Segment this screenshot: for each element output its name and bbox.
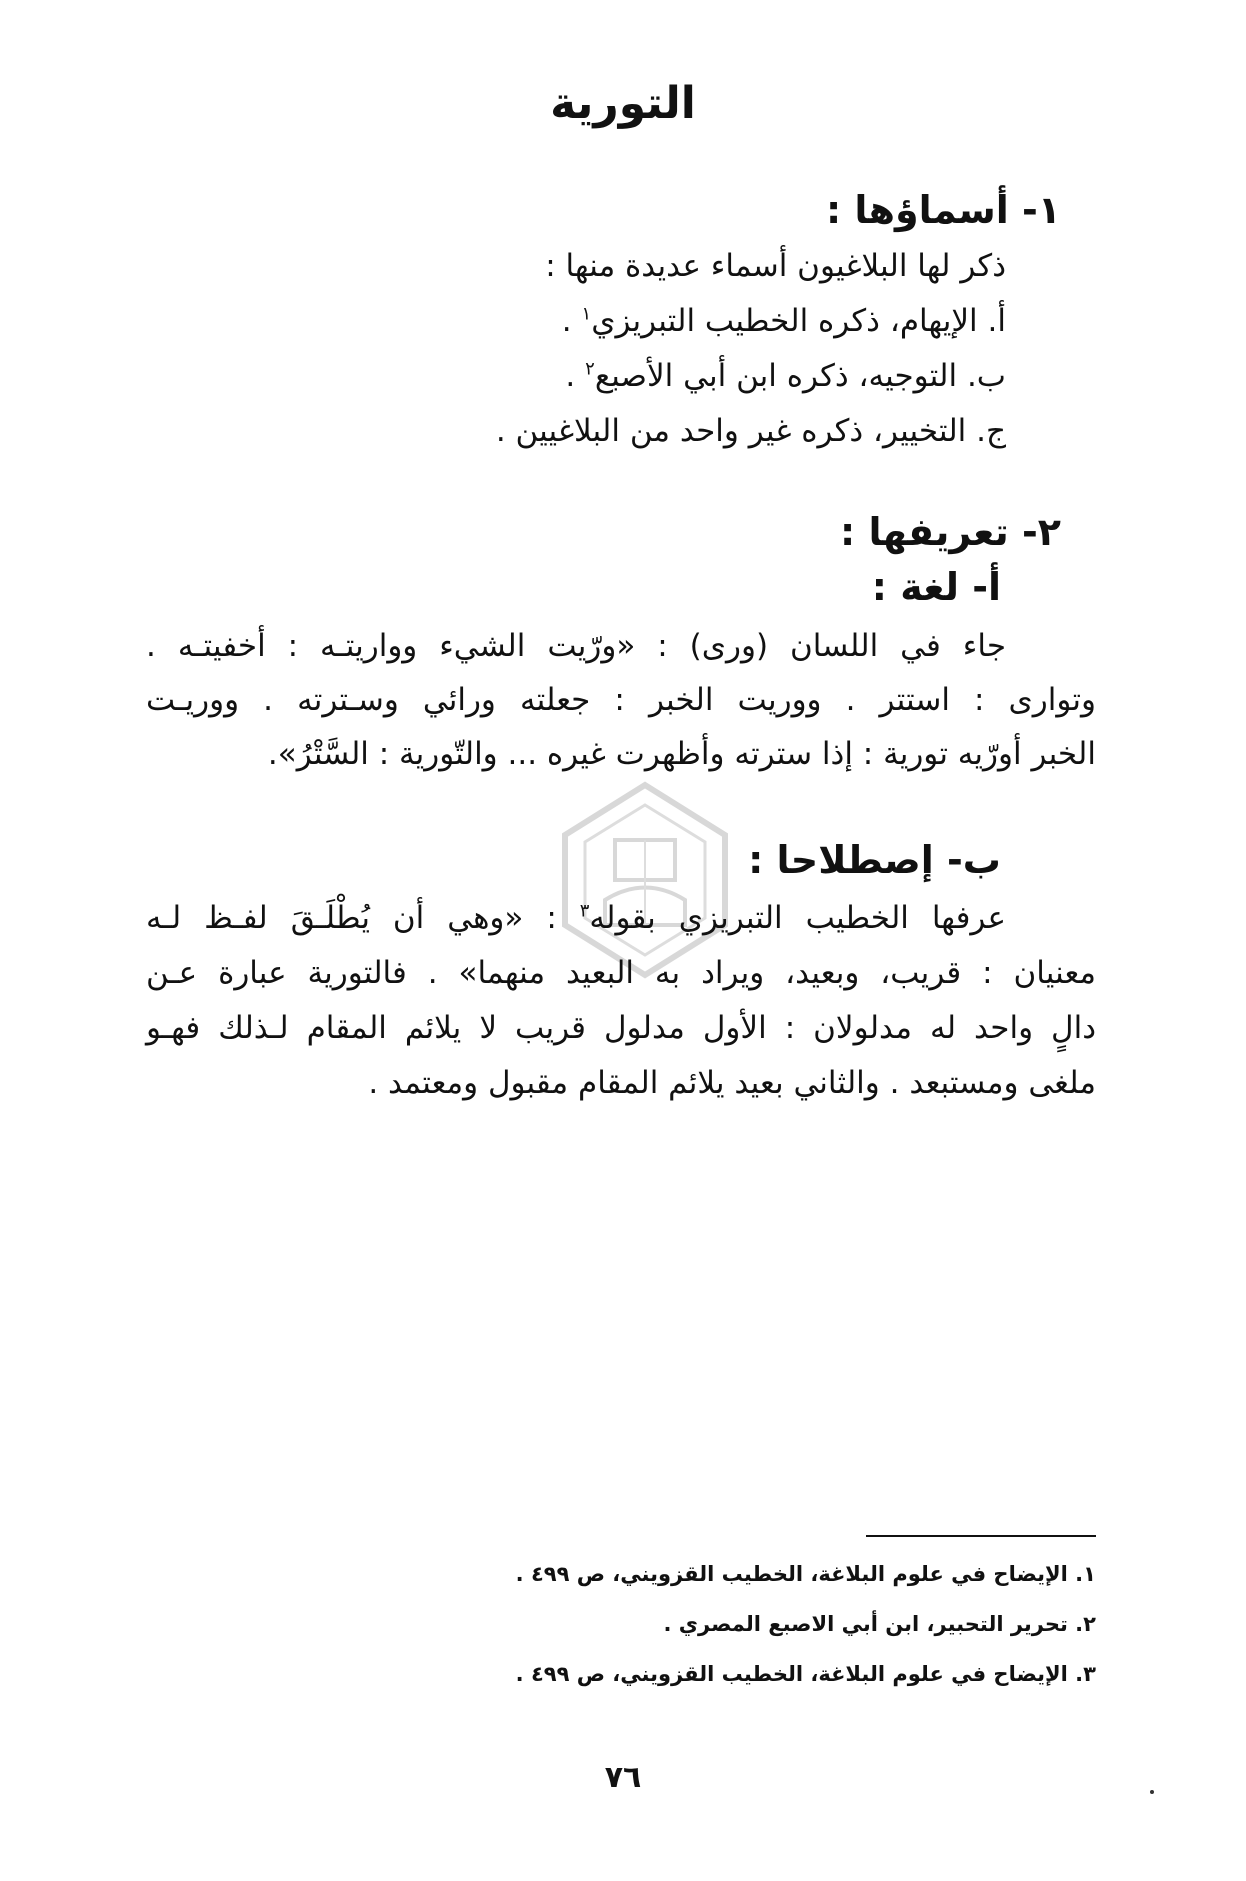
footnote-ref: ٢ bbox=[585, 358, 595, 380]
subheading-istilah: ب- إصطلاحا : bbox=[748, 838, 1001, 882]
footnote: ٣. الإيضاح في علوم البلاغة، الخطيب القزويني، ص ٤٩٩ . bbox=[515, 1662, 1096, 1686]
istilah-line: معنيان : قريب، وبعيد، ويراد به البعيد منهما» . فالتورية عبارة عـن bbox=[146, 955, 1096, 991]
lugha-line: وتوارى : استتر . ووريت الخبر : جعلته ورائي وسـترته . ووريـت bbox=[146, 682, 1096, 718]
watermark-logo bbox=[555, 780, 735, 980]
istilah-line bbox=[146, 900, 1006, 936]
list-item-end: . bbox=[561, 303, 582, 339]
scan-speck bbox=[1150, 1790, 1154, 1794]
page-title: التورية bbox=[550, 78, 696, 129]
footnote-ref: ١ bbox=[581, 303, 592, 325]
istilah-line: ملغى ومستبعد . والثاني بعيد يلائم المقام مقبول ومعتمد . bbox=[368, 1065, 1096, 1101]
list-item bbox=[562, 303, 1006, 339]
list-item-text: ج. التخيير، ذكره غير واحد من البلاغيين . bbox=[495, 413, 1006, 449]
list-item bbox=[565, 358, 1006, 394]
section-intro: ذكر لها البلاغيون أسماء عديدة منها : bbox=[545, 248, 1006, 284]
list-item-text: أ. الإيهام، ذكره الخطيب التبريزي bbox=[591, 303, 1006, 339]
list-item-text: ب. التوجيه، ذكره ابن أبي الأصبع bbox=[594, 358, 1006, 394]
footnote-divider bbox=[866, 1535, 1096, 1537]
lugha-line: جاء في اللسان (ورى) : «ورّيت الشيء وواريتـه : أخفيتـه . bbox=[146, 628, 1006, 664]
page-number: ٧٦ bbox=[604, 1760, 642, 1795]
list-item bbox=[496, 413, 1006, 449]
istilah-line-start: عرفها الخطيب التبريزي بقوله bbox=[589, 900, 1006, 936]
istilah-line-quote: : «وهي أن يُطْلَـقَ لفـظ لـه bbox=[146, 900, 580, 936]
istilah-line: دالٍ واحد له مدلولان : الأول مدلول قريب لا يلائم المقام لـذلك فهـو bbox=[146, 1010, 1096, 1046]
section-heading-names: ١- أسماؤها : bbox=[825, 188, 1061, 232]
subheading-lugha: أ- لغة : bbox=[871, 565, 1001, 609]
list-item-end: . bbox=[565, 358, 586, 394]
footnote: ٢. تحرير التحبير، ابن أبي الاصبع المصري . bbox=[663, 1612, 1096, 1636]
footnote: ١. الإيضاح في علوم البلاغة، الخطيب القزويني، ص ٤٩٩ . bbox=[515, 1562, 1096, 1586]
footnote-ref: ٣ bbox=[579, 900, 590, 922]
lugha-line: الخبر أورّيه تورية : إذا سترته وأظهرت غيره ... والتّورية : السَّتْرُ». bbox=[267, 736, 1096, 772]
section-heading-definition: ٢- تعريفها : bbox=[840, 510, 1061, 554]
